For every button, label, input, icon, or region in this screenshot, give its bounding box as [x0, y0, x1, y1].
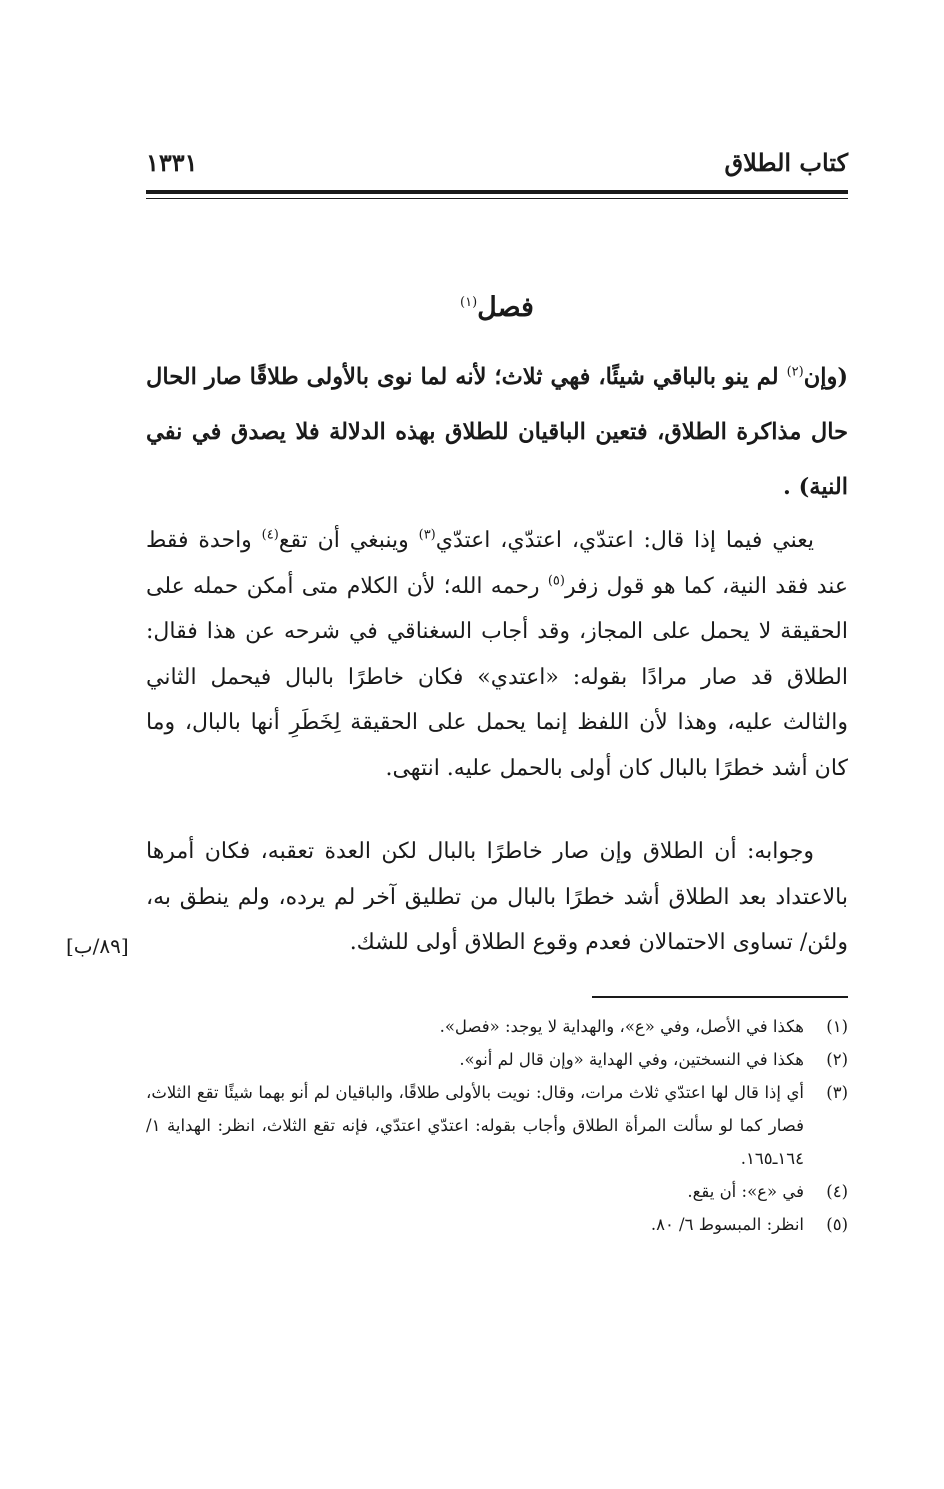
- header-rule-thick: [146, 190, 848, 194]
- footnote: [146, 1010, 848, 1043]
- chapter-title: كتاب الطلاق: [724, 148, 848, 177]
- footnote-text: هكذا في النسختين، وفي الهداية «وإن قال لم أنو».: [459, 1050, 804, 1069]
- manuscript-folio-marker: [٨٩/ب]: [66, 934, 129, 958]
- footnote-number: (٥): [826, 1215, 848, 1234]
- p2-text: وجوابه: أن الطلاق وإن صار خاطرًا بالبال لكن العدة تعقبه، فكان أمرها بالاعتداد بعد الطلاق أشد خطرًا بالبال من تطليق آخر لم يرده، ولم ينطق به، ولئن/ تساوى الاحتمالان فعدم وقوع الطلاق أولى للشك.: [146, 839, 848, 955]
- commentary-paragraph-1: [146, 518, 848, 791]
- footnote-text: انظر: المبسوط ٦/ ٨٠.: [650, 1215, 804, 1234]
- footnote-text: هكذا في الأصل، وفي «ع»، والهداية لا يوجد: «فصل».: [439, 1017, 804, 1036]
- page-number: ١٣٣١: [146, 148, 198, 177]
- matn-open-paren: (: [837, 364, 848, 390]
- footnote-ref-1: (١): [460, 295, 478, 310]
- section-heading: [146, 292, 848, 323]
- footnote-ref-5: (٥): [547, 573, 565, 589]
- footnote-text: في «ع»: أن يقع.: [687, 1182, 804, 1201]
- footnote: [146, 1208, 848, 1241]
- matn-text: [146, 350, 848, 515]
- section-heading-text: فصل: [477, 292, 534, 323]
- running-header: [146, 148, 848, 188]
- footnote-number: (٤): [826, 1182, 848, 1201]
- commentary-paragraph-2: [146, 829, 848, 966]
- p1-segment-3: واحدة فقط عند فقد النية، كما هو قول زفر: [146, 528, 849, 599]
- matn-body: لم ينو بالباقي شيئًا، فهي ثلاث؛ لأنه لما نوى بالأولى طلاقًا صار الحال حال مذاكرة الطلاق، فتعين الباقيان للطلاق بهذه الدلالة فلا يصدق في نفي النية: [146, 364, 848, 500]
- footnote: [146, 1043, 848, 1076]
- matn-close-paren: ) .: [782, 474, 810, 500]
- footnote: [146, 1175, 848, 1208]
- matn-lead: وإن: [803, 364, 838, 390]
- p1-segment-1: يعني فيما إذا قال: اعتدّي، اعتدّي، اعتدّي: [435, 528, 814, 553]
- footnote-text: أي إذا قال لها اعتدّي ثلاث مرات، وقال: نويت بالأولى طلاقًا، والباقيان لم أنو بهما شيئًا تقع الثلاث، فصار كما لو سألت المرأة الطلاق وأجاب بقوله: اعتدّي اعتدّي، فإنه تقع الثلاث، انظر: الهداية ١/ ١٦٤ـ١٦٥.: [146, 1083, 804, 1168]
- footnote-separator: [592, 996, 848, 998]
- footnote: [146, 1076, 848, 1175]
- header-rule-thin: [146, 198, 848, 199]
- footnote-ref-4: (٤): [261, 527, 279, 543]
- footnote-number: (٢): [826, 1050, 848, 1069]
- footnote-number: (٣): [826, 1083, 848, 1102]
- p1-segment-2: وينبغي أن تقع: [278, 528, 419, 553]
- footnote-ref-2: (٢): [786, 364, 804, 380]
- footnote-number: (١): [826, 1017, 848, 1036]
- p1-segment-4: رحمه الله؛ لأن الكلام متى أمكن حمله على الحقيقة لا يحمل على المجاز، وقد أجاب السغناقي في شرحه عن هذا فقال: الطلاق قد صار مرادًا بقوله: «اعتدي» فكان خاطرًا بالبال فيحمل الثاني والثالث عليه، وهذا لأن اللفظ إنما يحمل على الحقيقة لِخَطَرِ أنها بالبال، وما كان أشد خطرًا بالبال كان أولى بالحمل عليه. انتهى.: [146, 573, 848, 781]
- footnotes: [146, 1010, 848, 1241]
- footnote-ref-3: (٣): [418, 527, 436, 543]
